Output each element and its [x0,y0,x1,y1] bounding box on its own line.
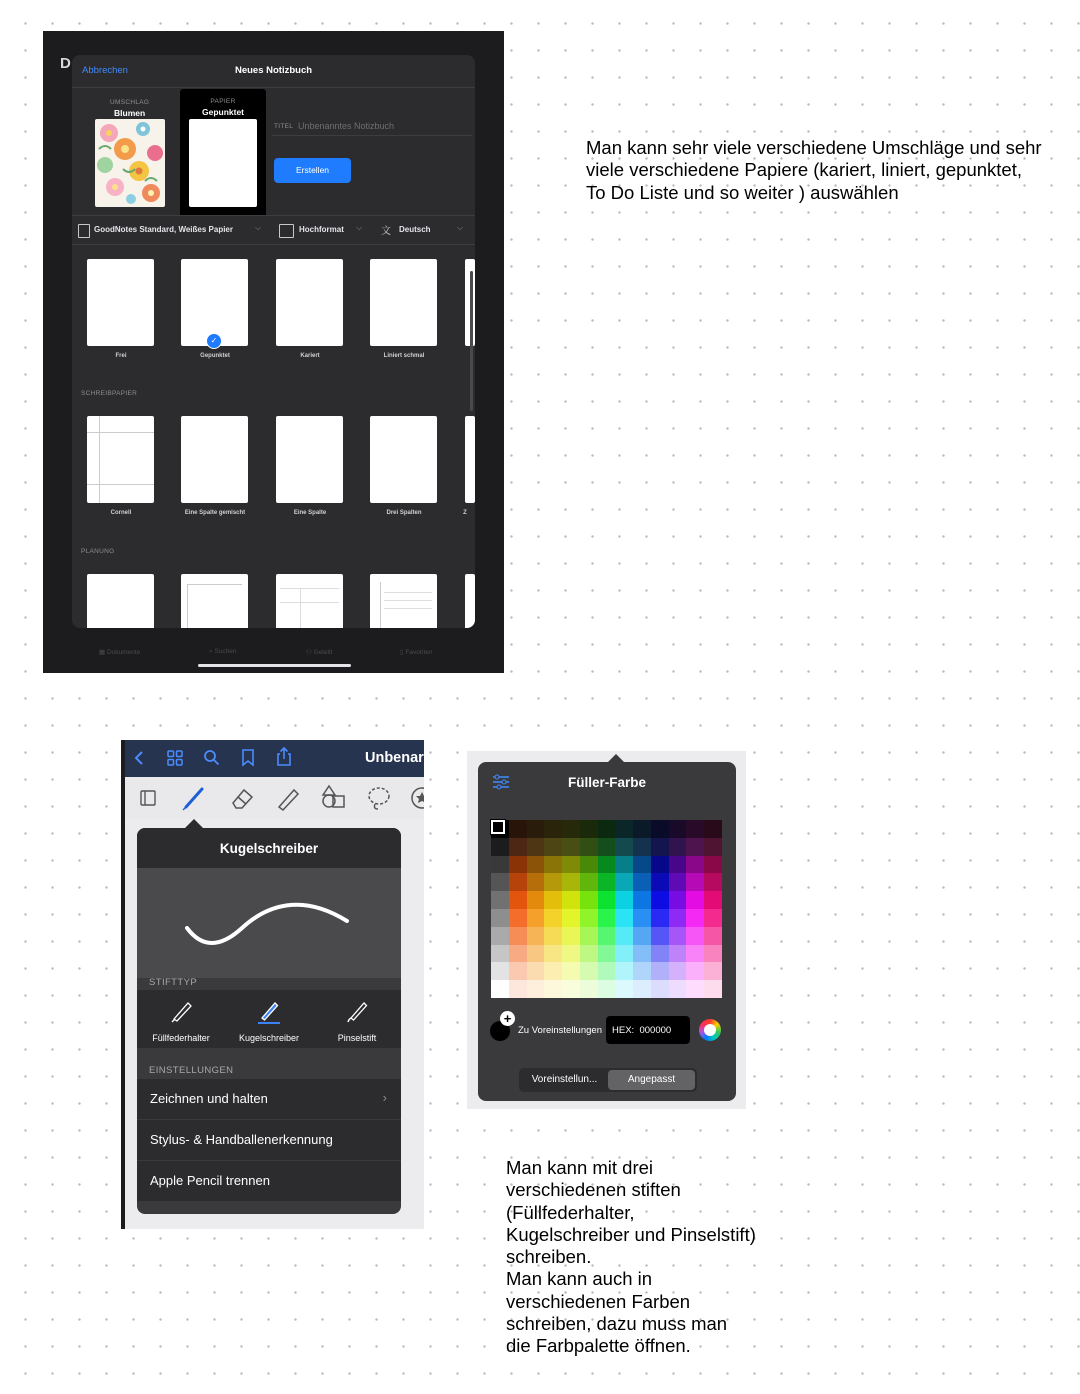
title-row [272,121,472,136]
color-swatch[interactable] [651,873,669,891]
pen-label: Pinselstift [337,1033,377,1043]
color-swatch[interactable] [686,820,704,838]
color-swatch[interactable] [544,856,562,874]
template-thumbnail[interactable] [370,574,437,628]
template-thumbnail[interactable] [370,259,437,346]
home-indicator [198,664,351,667]
color-swatch[interactable] [598,962,616,980]
color-swatch[interactable] [686,838,704,856]
color-popover-title: Füller-Farbe [567,775,646,790]
color-swatch[interactable] [509,820,527,838]
color-swatch[interactable] [527,945,545,963]
color-swatch[interactable] [580,820,598,838]
color-swatch[interactable] [704,962,722,980]
color-swatch[interactable] [704,856,722,874]
color-swatch[interactable] [669,820,687,838]
color-swatch[interactable] [651,856,669,874]
color-swatch[interactable] [633,873,651,891]
color-swatch[interactable] [704,980,722,998]
template-label: Gepunktet [200,353,230,359]
color-swatch[interactable] [580,856,598,874]
setting-label: Stylus- & Handballenerkennung [150,1132,333,1147]
template-label: Kariert [300,353,320,359]
color-swatch[interactable] [615,962,633,980]
color-swatch[interactable] [562,838,580,856]
template-thumbnail[interactable] [87,416,154,503]
hex-field[interactable] [606,1016,690,1044]
template-label: Eine Spalte gemischt [184,510,246,516]
color-swatch[interactable] [491,873,509,891]
color-swatch[interactable] [562,820,580,838]
section-writing-paper: SCHREIBPAPIER [81,390,138,397]
title-caption: TITEL [274,123,294,130]
ballpoint-pen-icon [256,998,282,1024]
color-swatch[interactable] [704,927,722,945]
chevron-down-icon: ⌵ [356,223,363,232]
color-swatch[interactable] [615,838,633,856]
color-swatch[interactable] [580,980,598,998]
color-swatch[interactable] [580,909,598,927]
template-thumbnail[interactable] [370,416,437,503]
color-swatch[interactable] [686,927,704,945]
lasso-icon[interactable] [365,784,393,812]
color-swatch[interactable] [527,820,545,838]
selected-swatch[interactable] [491,820,505,834]
color-swatch[interactable] [562,962,580,980]
color-swatch[interactable] [669,891,687,909]
setting-label: Apple Pencil trennen [150,1173,270,1188]
color-swatch[interactable] [598,891,616,909]
background-app-letter: D [60,55,71,72]
pen-option-ballpoint[interactable] [225,990,313,1048]
tab-documents[interactable]: ▦ Dokumente [99,649,141,656]
add-preset-icon[interactable]: + [500,1011,515,1026]
color-swatch[interactable] [615,909,633,927]
color-swatch[interactable] [491,980,509,998]
share-icon[interactable] [276,747,292,767]
color-swatch[interactable] [562,909,580,927]
color-swatch[interactable] [509,856,527,874]
template-label: Z [463,510,467,516]
color-swatch[interactable] [651,820,669,838]
color-swatch[interactable] [580,962,598,980]
color-wheel-icon[interactable] [699,1019,721,1041]
hex-prefix: HEX: [612,1025,635,1036]
color-swatch[interactable] [527,873,545,891]
color-swatch[interactable] [651,891,669,909]
template-label: Eine Spalte [293,510,327,516]
color-swatch[interactable] [704,909,722,927]
tab-label: Dokumente [106,649,141,656]
fountain-pen-icon [169,998,195,1024]
color-swatch[interactable] [686,962,704,980]
back-chevron-icon[interactable] [133,750,145,766]
new-notebook-dialog [72,55,475,628]
paper-thumbnail[interactable] [189,119,257,207]
chevron-down-icon: ⌵ [255,223,262,232]
color-swatch[interactable] [598,820,616,838]
hex-label [612,1025,671,1036]
stroke-preview-curve [182,893,357,953]
color-swatch[interactable] [633,856,651,874]
popover-header [137,828,401,868]
color-swatch[interactable] [509,927,527,945]
color-swatch[interactable] [598,856,616,874]
color-swatch[interactable] [580,873,598,891]
color-swatch[interactable] [615,891,633,909]
template-label: Frei [115,353,127,359]
color-wheel-center [704,1024,716,1036]
section-planning: PLANUNG [81,548,115,555]
thumbnails-grid-icon[interactable] [167,750,183,766]
brush-pen-icon [345,998,371,1024]
template-thumbnail[interactable] [276,259,343,346]
color-swatch[interactable] [704,820,722,838]
orientation-dropdown[interactable]: Hochformat [299,225,344,234]
cover-caption: UMSCHLAG [110,99,150,106]
scrollbar[interactable] [470,271,473,411]
color-swatch[interactable] [544,873,562,891]
color-swatch[interactable] [615,945,633,963]
color-swatch[interactable] [669,927,687,945]
color-swatch[interactable] [633,927,651,945]
color-swatch[interactable] [544,838,562,856]
color-swatch[interactable] [633,838,651,856]
color-swatch[interactable] [669,909,687,927]
color-swatch[interactable] [651,962,669,980]
color-mode-segmented-control [519,1068,697,1092]
color-swatch[interactable] [633,962,651,980]
template-thumbnail[interactable] [465,574,475,628]
template-thumbnail[interactable] [87,259,154,346]
color-swatch[interactable] [544,909,562,927]
pen-label: Füllfederhalter [152,1033,210,1043]
setting-label: Zeichnen und halten [150,1091,268,1106]
color-swatch[interactable] [491,891,509,909]
color-swatch[interactable] [527,838,545,856]
color-popover [478,762,736,1101]
color-swatch[interactable] [704,838,722,856]
caption-pens-colors: Man kann mit drei verschiedenen stiften (Füllfederhalter, Kugelschreiber und Pinselstift) schreiben. Man kann auch in verschiedenen Farben schreiben, dazu muss man die Farbpalette öffnen. [506,1157,756,1357]
color-swatch[interactable] [598,909,616,927]
tab-bar [43,638,504,673]
color-swatch[interactable] [491,856,509,874]
template-thumbnail[interactable] [181,416,248,503]
color-swatch[interactable] [686,873,704,891]
color-swatch[interactable] [562,856,580,874]
dialog-title: Neues Notizbuch [234,65,313,76]
color-swatch[interactable] [562,945,580,963]
elements-icon[interactable] [409,785,424,811]
chevron-down-icon: ⌵ [457,223,464,232]
color-swatch[interactable] [704,945,722,963]
template-thumbnail[interactable] [465,416,475,503]
template-label: Liniert schmal [383,353,425,359]
language-icon: 文 [381,226,391,237]
color-swatch[interactable] [509,838,527,856]
color-swatch[interactable] [491,927,509,945]
color-grid[interactable] [491,820,722,998]
to-presets-link[interactable]: Zu Voreinstellungen [518,1025,602,1036]
color-swatch[interactable] [544,891,562,909]
setting-disconnect-pencil[interactable] [137,1160,401,1201]
template-thumbnail[interactable] [87,574,154,628]
color-picker-screenshot [467,751,746,1109]
color-swatch[interactable] [527,891,545,909]
cover-selector[interactable] [82,95,178,235]
tab-favorites[interactable]: ▯ Favoriten [400,649,433,656]
color-swatch[interactable] [527,962,545,980]
checkmark-icon: ✓ [206,333,222,349]
color-swatch[interactable] [686,891,704,909]
dialog-header [72,55,475,88]
color-swatch[interactable] [544,820,562,838]
popover-title: Kugelschreiber [219,841,319,856]
color-swatch[interactable] [598,873,616,891]
paper-caption: PAPIER [210,98,236,105]
color-swatch[interactable] [669,873,687,891]
new-notebook-screenshot [43,31,504,673]
template-set-icon [78,224,90,238]
color-swatch[interactable] [651,909,669,927]
color-swatch[interactable] [562,980,580,998]
settings-caption: EINSTELLUNGEN [149,1065,234,1076]
color-swatch[interactable] [598,838,616,856]
setting-draw-and-hold[interactable] [137,1078,401,1119]
flower-cover-thumbnail[interactable] [95,119,165,207]
color-swatch[interactable] [509,980,527,998]
orientation-icon [279,224,294,238]
pen-label: Kugelschreiber [238,1033,300,1043]
tab-label: Suchen [214,648,237,655]
color-swatch[interactable] [651,980,669,998]
color-swatch[interactable] [633,909,651,927]
color-swatch[interactable] [598,927,616,945]
cancel-button[interactable]: Abbrechen [82,65,128,76]
chevron-right-icon: › [382,1090,387,1105]
template-label: Drei Spalten [386,510,422,516]
template-set-dropdown[interactable]: GoodNotes Standard, Weißes Papier [94,225,233,234]
color-swatch[interactable] [615,856,633,874]
color-swatch[interactable] [527,927,545,945]
color-swatch[interactable] [562,873,580,891]
color-swatch[interactable] [509,945,527,963]
tools-toolbar [125,777,424,819]
read-mode-icon[interactable] [139,789,159,807]
options-bar [72,215,475,245]
hex-value[interactable]: 000000 [639,1025,672,1036]
template-thumbnail[interactable] [276,416,343,503]
color-swatch[interactable] [651,927,669,945]
create-button[interactable]: Erstellen [274,158,351,183]
color-swatch[interactable] [633,980,651,998]
color-swatch[interactable] [544,945,562,963]
color-swatch[interactable] [491,945,509,963]
pen-settings-screenshot [121,740,424,1229]
title-input[interactable]: Unbenanntes Notizbuch [298,121,395,131]
popover-arrow [607,754,625,763]
tab-label: Favoriten [405,649,433,656]
paper-name: Gepunktet [201,107,245,117]
color-swatch[interactable] [669,962,687,980]
color-swatch[interactable] [527,909,545,927]
highlighter-icon[interactable] [274,784,302,812]
color-swatch[interactable] [527,980,545,998]
pen-tool-icon[interactable] [180,783,208,811]
color-swatch[interactable] [580,945,598,963]
pen-option-brush[interactable] [313,990,401,1048]
tab-search[interactable]: ⌕ Suchen [209,648,237,655]
color-swatch[interactable] [669,980,687,998]
color-swatch[interactable] [509,873,527,891]
color-swatch[interactable] [562,891,580,909]
color-swatch[interactable] [704,873,722,891]
eraser-icon[interactable] [229,784,257,812]
color-swatch[interactable] [686,909,704,927]
color-swatch[interactable] [615,980,633,998]
color-swatch[interactable] [633,820,651,838]
pen-option-fountain[interactable] [137,990,225,1048]
template-thumbnail[interactable] [181,574,248,628]
color-swatch[interactable] [598,945,616,963]
color-swatch[interactable] [669,856,687,874]
color-swatch[interactable] [651,945,669,963]
setting-stylus-palm[interactable] [137,1119,401,1160]
search-icon[interactable] [203,749,220,766]
color-swatch[interactable] [509,891,527,909]
color-swatch[interactable] [615,873,633,891]
cover-name: Blumen [114,108,146,118]
color-swatch[interactable] [544,980,562,998]
color-swatch[interactable] [669,945,687,963]
document-title: Unbenar [365,750,424,766]
tab-custom[interactable]: Angepasst [608,1070,695,1090]
pen-type-selector [137,990,401,1048]
color-swatch[interactable] [562,927,580,945]
color-swatch[interactable] [491,838,509,856]
color-swatch[interactable] [615,927,633,945]
tab-presets[interactable]: Voreinstellun... [531,1074,598,1085]
template-label: Cornell [110,510,132,516]
color-swatch[interactable] [704,891,722,909]
caption-covers-papers: Man kann sehr viele verschiedene Umschläge und sehr viele verschiedene Papiere (kariert, liniert, gepunktet, To Do Liste und so weiter ) auswählen [586,137,1042,203]
language-dropdown[interactable]: Deutsch [399,225,431,234]
color-swatch[interactable] [651,838,669,856]
shapes-icon[interactable] [318,783,348,813]
color-swatch[interactable] [491,962,509,980]
color-swatch[interactable] [598,980,616,998]
color-swatch[interactable] [686,856,704,874]
color-swatch[interactable] [509,962,527,980]
color-swatch[interactable] [491,909,509,927]
color-swatch[interactable] [544,927,562,945]
color-swatch[interactable] [686,945,704,963]
color-swatch[interactable] [633,945,651,963]
color-swatch[interactable] [527,856,545,874]
color-swatch[interactable] [686,980,704,998]
color-swatch[interactable] [633,891,651,909]
color-swatch[interactable] [615,820,633,838]
color-swatch[interactable] [509,909,527,927]
color-swatch[interactable] [544,962,562,980]
pen-popover [137,828,401,1214]
color-swatch[interactable] [580,927,598,945]
tab-shared[interactable]: ⚇ Geteilt [306,649,333,656]
color-swatch[interactable] [580,891,598,909]
pen-type-caption: STIFTTYP [149,977,198,988]
bookmark-icon[interactable] [241,749,255,767]
tab-label: Geteilt [313,649,333,656]
stroke-preview [137,868,401,978]
color-swatch[interactable] [580,838,598,856]
color-swatch[interactable] [669,838,687,856]
template-thumbnail[interactable] [276,574,343,628]
top-toolbar [121,740,424,777]
